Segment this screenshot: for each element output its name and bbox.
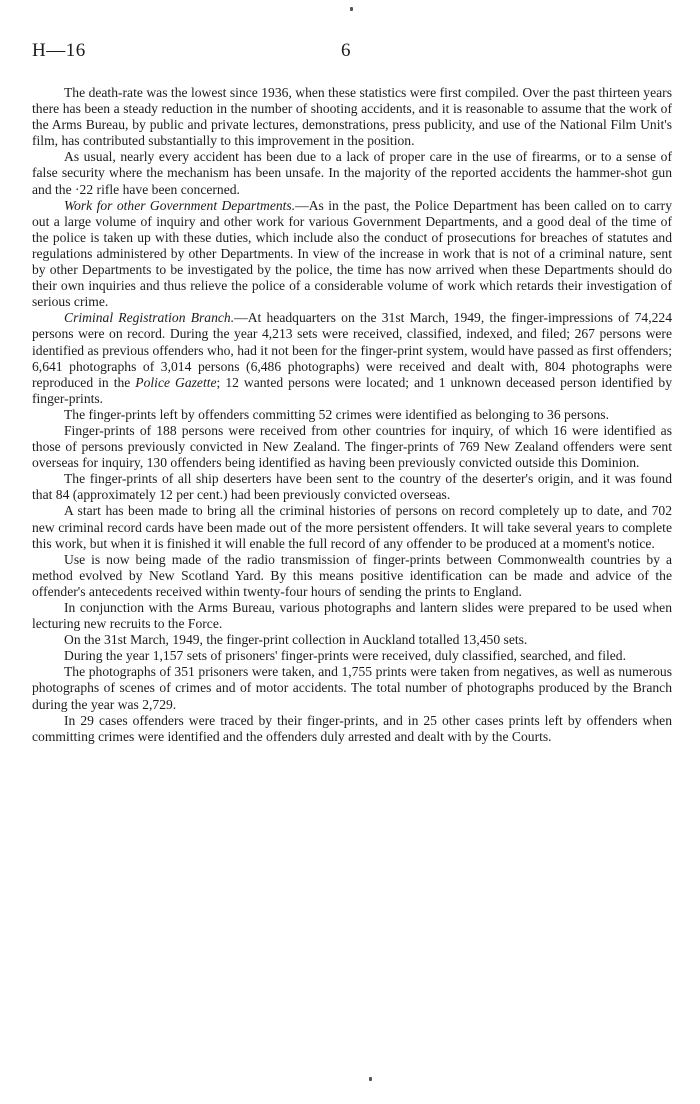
paragraph-accident-causes: As usual, nearly every accident has been due to a lack of proper care in the use of firearms, or to a sense of false security where the mechanism has been unsafe. In the majority of the reported accidents the hammer-shot gun and the ·22 rifle have been concerned. (32, 149, 672, 197)
paragraph-arms-bureau: In conjunction with the Arms Bureau, various photographs and lantern slides were prepared to be used when lecturing new recruits to the Force. (32, 600, 672, 632)
run-in-heading: Criminal Registration Branch. (64, 310, 235, 326)
page-header (32, 40, 672, 64)
paragraph-criminal-registration: Criminal Registration Branch.—At headquarters on the 31st March, 1949, the finger-impressions of 74,224 persons were on record. During the year 4,213 sets were received, classified, indexed, and filed; 267 persons were identified as previous offenders who, had it not been for the finger-print system, would have passed as first offenders; 6,641 photographs of 3,014 persons (6,486 photographs) were received and dealt with, 804 photographs were reproduced in the Police Gazette; 12 wanted persons were located; and 1 unknown deceased person identified by finger-prints. (32, 310, 673, 406)
paragraph-auckland-collection: On the 31st March, 1949, the finger-print collection in Auckland totalled 13,450 sets. (64, 632, 528, 648)
paragraph-prisoner-prints: During the year 1,157 sets of prisoners' finger-prints were received, duly classified, searched, and filed. (64, 648, 626, 664)
paragraph-photographs: The photographs of 351 prisoners were taken, and 1,755 prints were taken from negatives, as well as numerous photographs of scenes of crimes and of motor accidents. The total number of photographs produced by the Branch during the year was 2,729. (32, 664, 672, 712)
scan-speck (369, 1077, 372, 1081)
report-body (32, 85, 672, 745)
paragraph-other-departments: Work for other Government Departments.—As in the past, the Police Department has been called on to carry out a large volume of inquiry and other work for various Government Departments, and a good deal of the time of the police is taken up with these duties, which include also the conduct of prosecutions for breaches of statutes and regulations administered by other Departments. In view of the increase in work that is not of a criminal nature, sent by other Departments to be investigated by the police, the time has now arrived when these Departments should do their own inquiries and thus relieve the police of a considerable volume of work which retards their investigation of serious crime. (32, 197, 672, 310)
paragraph-criminal-histories: A start has been made to bring all the criminal histories of persons on record completely up to date, and 702 new criminal record cards have been made out of the more persistent offenders. It will take several years to complete this work, but when it is finished it will enable the full record of any offender to be produced at a moment's notice. (32, 503, 672, 551)
page-number: 6 (341, 40, 351, 61)
paragraph-death-rate: The death-rate was the lowest since 1936, when these statistics were first compiled. Over the past thirteen years there has been a steady reduction in the number of shooting accidents, and it is reasonable to assume that the work of the Arms Bureau, by public and private lectures, demonstrations, press publicity, and use of the National Film Unit's film, has contributed substantially to this improvement in the position. (32, 85, 672, 149)
paragraph-crime-prints: The finger-prints left by offenders committing 52 crimes were identified as belonging to 36 persons. (64, 406, 609, 422)
scan-speck (350, 7, 353, 11)
paragraph-radio-transmission: Use is now being made of the radio transmission of finger-prints between Commonwealth countries by a method evolved by New Scotland Yard. By this means positive identification can be made and advice of the offender's antecedents received within twenty-four hours of sending the prints to England. (32, 551, 672, 599)
paragraph-ship-deserters: The finger-prints of all ship deserters have been sent to the country of the deserter's origin, and it was found that 84 (approximately 12 per cent.) had been previously convicted overseas. (32, 471, 672, 503)
paragraph-overseas-prints: Finger-prints of 188 persons were received from other countries for inquiry, of which 16 were identified as those of persons previously convicted in New Zealand. The finger-prints of 769 New Zealand offenders were sent overseas for inquiry, 130 offenders being identified as having been previously convicted outside this Dominion. (32, 422, 672, 471)
paragraph-cases-traced: In 29 cases offenders were traced by their finger-prints, and in 25 other cases prints left by offenders when committing crimes were identified and the offenders duly arrested and dealt with by the Courts. (32, 712, 672, 744)
run-in-heading: Work for other Government Departments. (64, 197, 296, 213)
publication-title: Police Gazette (135, 374, 217, 390)
document-reference: H—16 (32, 40, 86, 61)
